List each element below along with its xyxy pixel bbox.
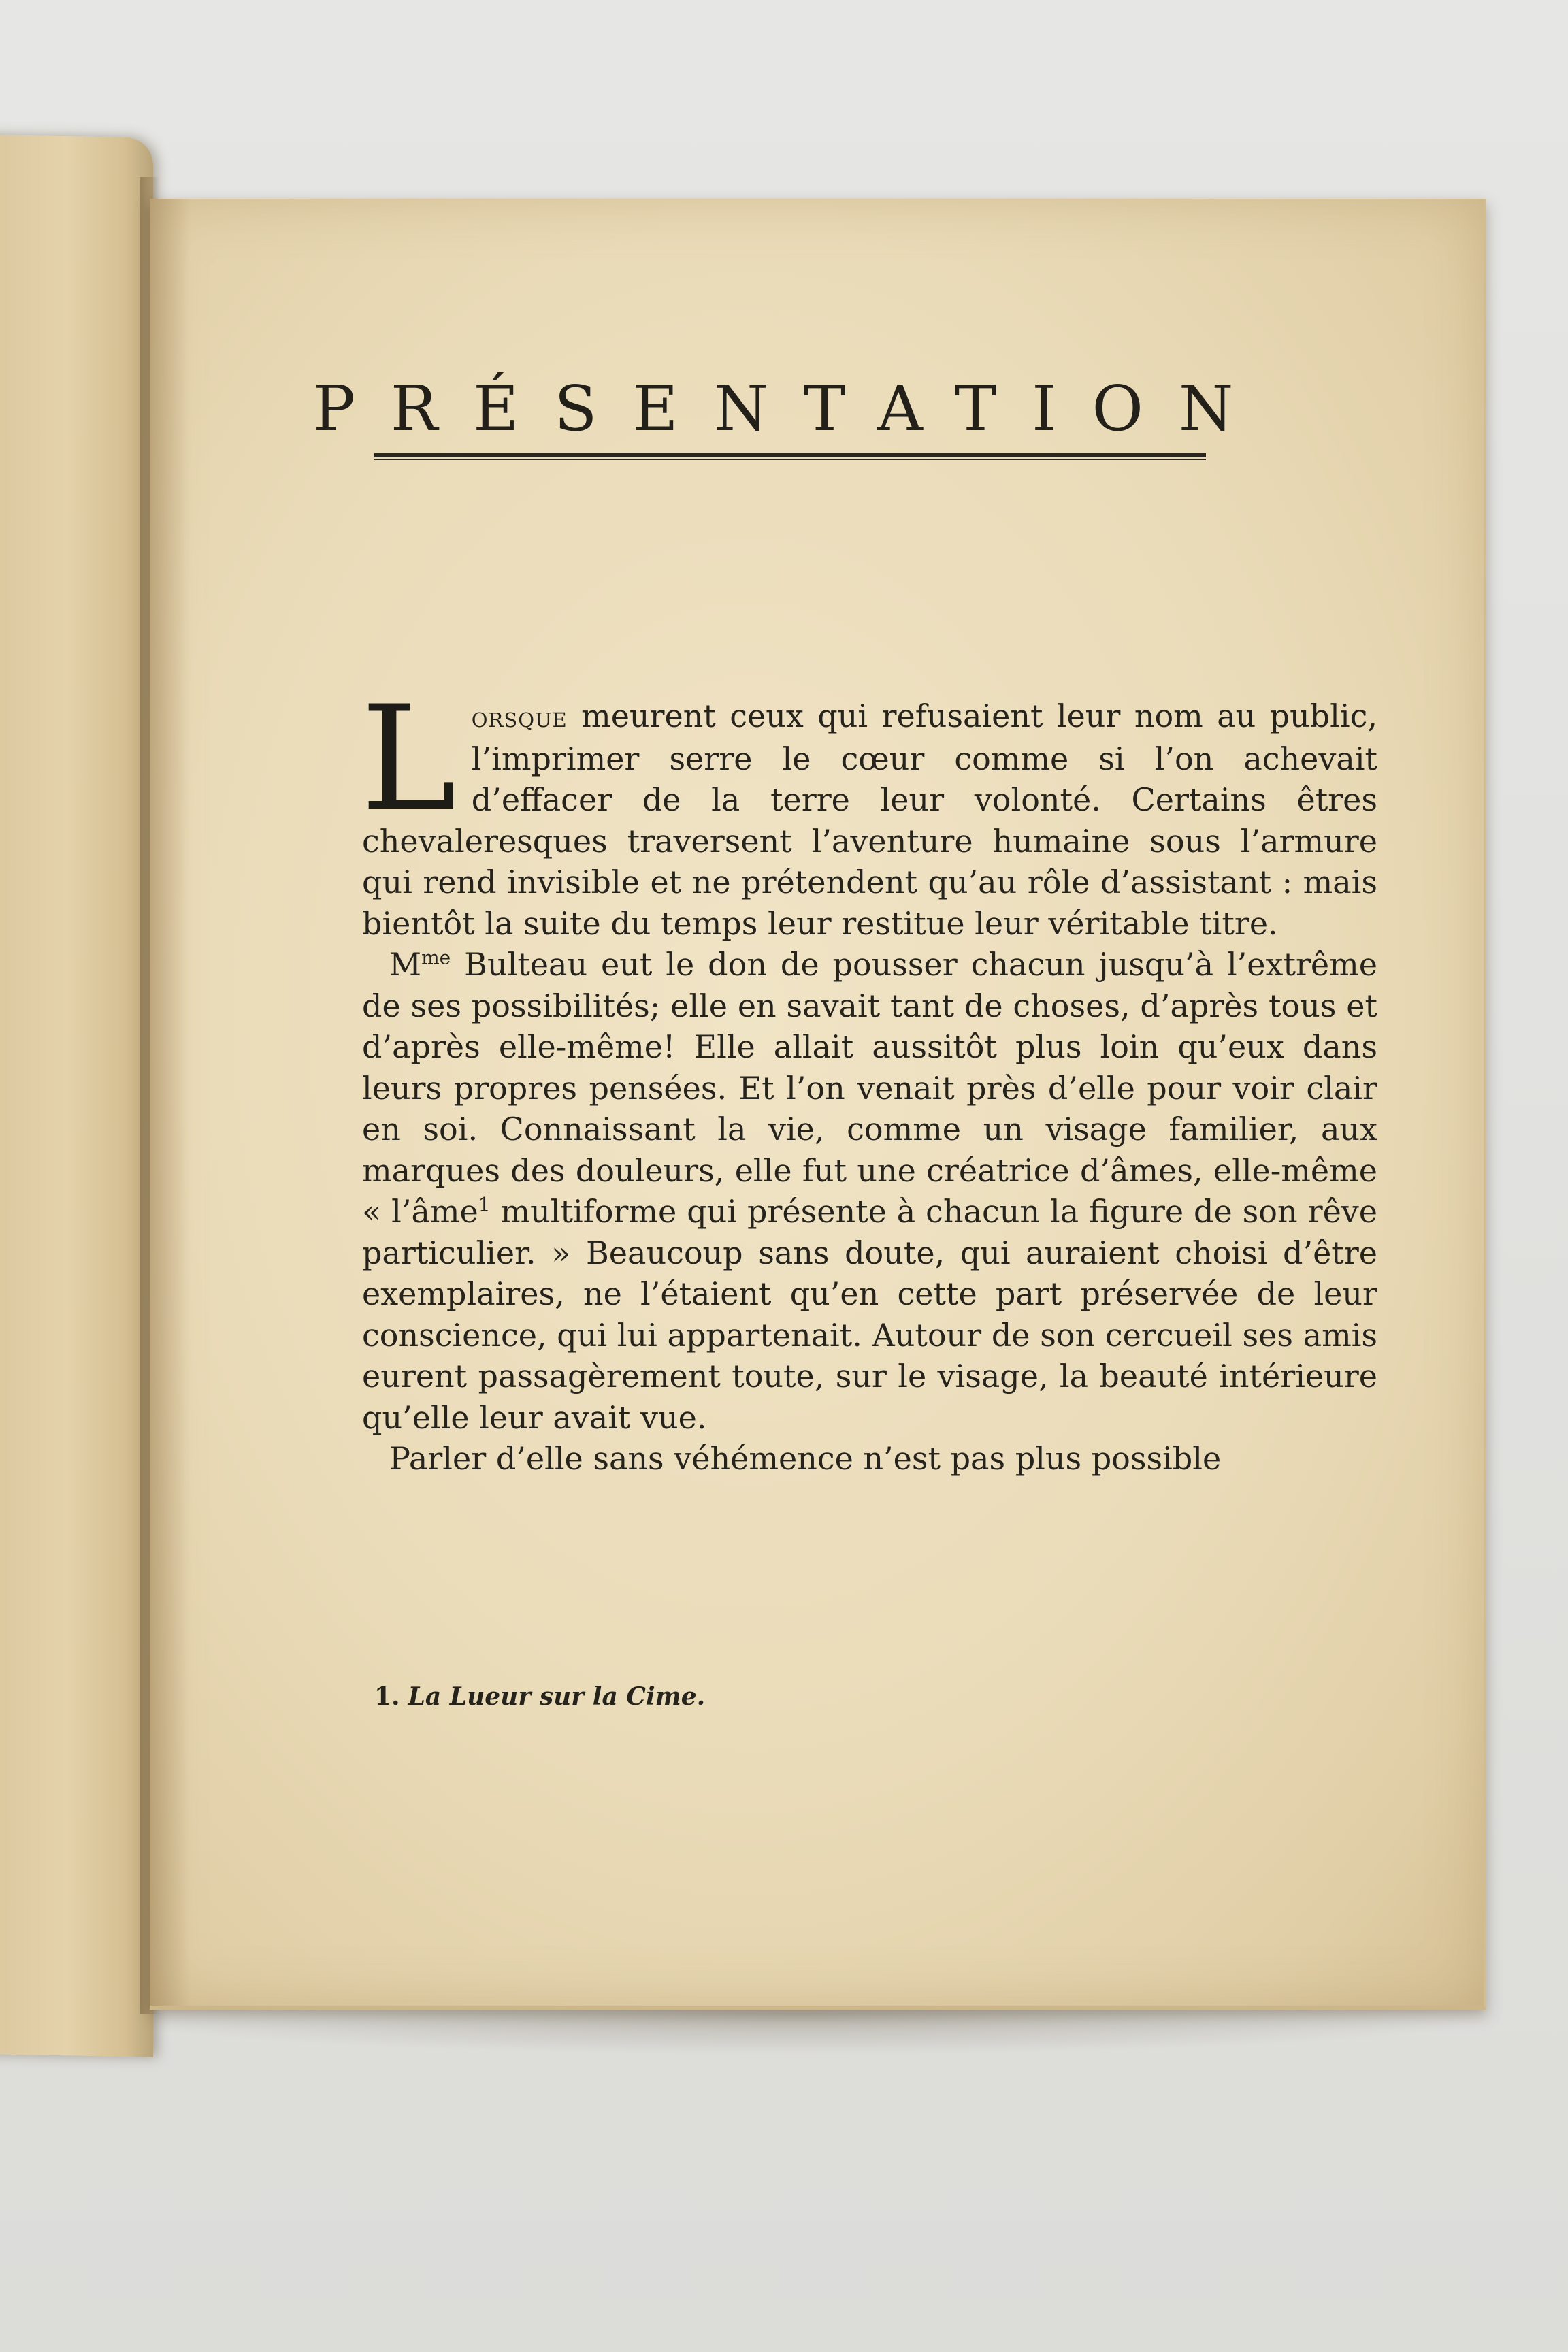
footnote-reference: 1 bbox=[478, 1193, 491, 1216]
book-page bbox=[150, 199, 1486, 2010]
footnote-number: 1. bbox=[374, 1682, 400, 1711]
paragraph-3-text: Parler d’elle sans véhémence n’est pas plus possible bbox=[389, 1440, 1222, 1477]
drop-cap: L bbox=[361, 674, 457, 843]
small-caps-word: orsque bbox=[471, 700, 568, 734]
paragraph-3 bbox=[362, 1438, 1377, 1480]
page-edge-shadow bbox=[150, 199, 191, 2006]
paragraph-2 bbox=[362, 944, 1377, 1438]
title-rule bbox=[374, 453, 1206, 460]
body-text bbox=[361, 674, 1378, 1480]
footnote-source: La Lueur sur la Cime. bbox=[408, 1682, 706, 1711]
footnote bbox=[374, 1682, 1259, 1711]
page-title: PRÉSENTATION bbox=[313, 372, 1269, 445]
paragraph-1 bbox=[361, 674, 1377, 944]
paragraph-1-text: meurent ceux qui refusaient leur nom au public, l’imprimer serre le cœur comme si l’on achevait d’effacer de la terre leur volonté. Certains êtres chevaleresques traversent l’aventure humaine sous l’armure qui rend invisible et ne prétendent qu’au rôle d’assistant : mais bientôt la suite du temps leur restitue leur véritable titre. bbox=[362, 698, 1377, 942]
previous-page bbox=[0, 135, 153, 2057]
honorific: M bbox=[389, 946, 422, 983]
paragraph-2-text-a: Bulteau eut le don de pousser chacun jusqu’à l’extrême de ses possibilités; elle en savait tant de choses, d’après tous et d’après elle-même! Elle allait aussitôt plus loin qu’eux dans leurs propres pensées. Et l’on venait près d’elle pour voir clair en soi. Connaissant la vie, comme un visage familier, aux marques des douleurs, elle fut une créatrice d’âmes, elle-même « l’âme bbox=[362, 946, 1377, 1230]
paragraph-2-text-b: multiforme qui présente à chacun la figure de son rêve particulier. » Beaucoup sans doute, qui auraient choisi d’être exemplaires, ne l’étaient qu’en cette part préservée de leur conscience, qui lui appartenait. Autour de son cercueil ses amis eurent passagèrement toute, sur le visage, la beauté intérieure qu’elle leur avait vue. bbox=[362, 1193, 1378, 1436]
honorific-superscript: me bbox=[421, 946, 451, 969]
